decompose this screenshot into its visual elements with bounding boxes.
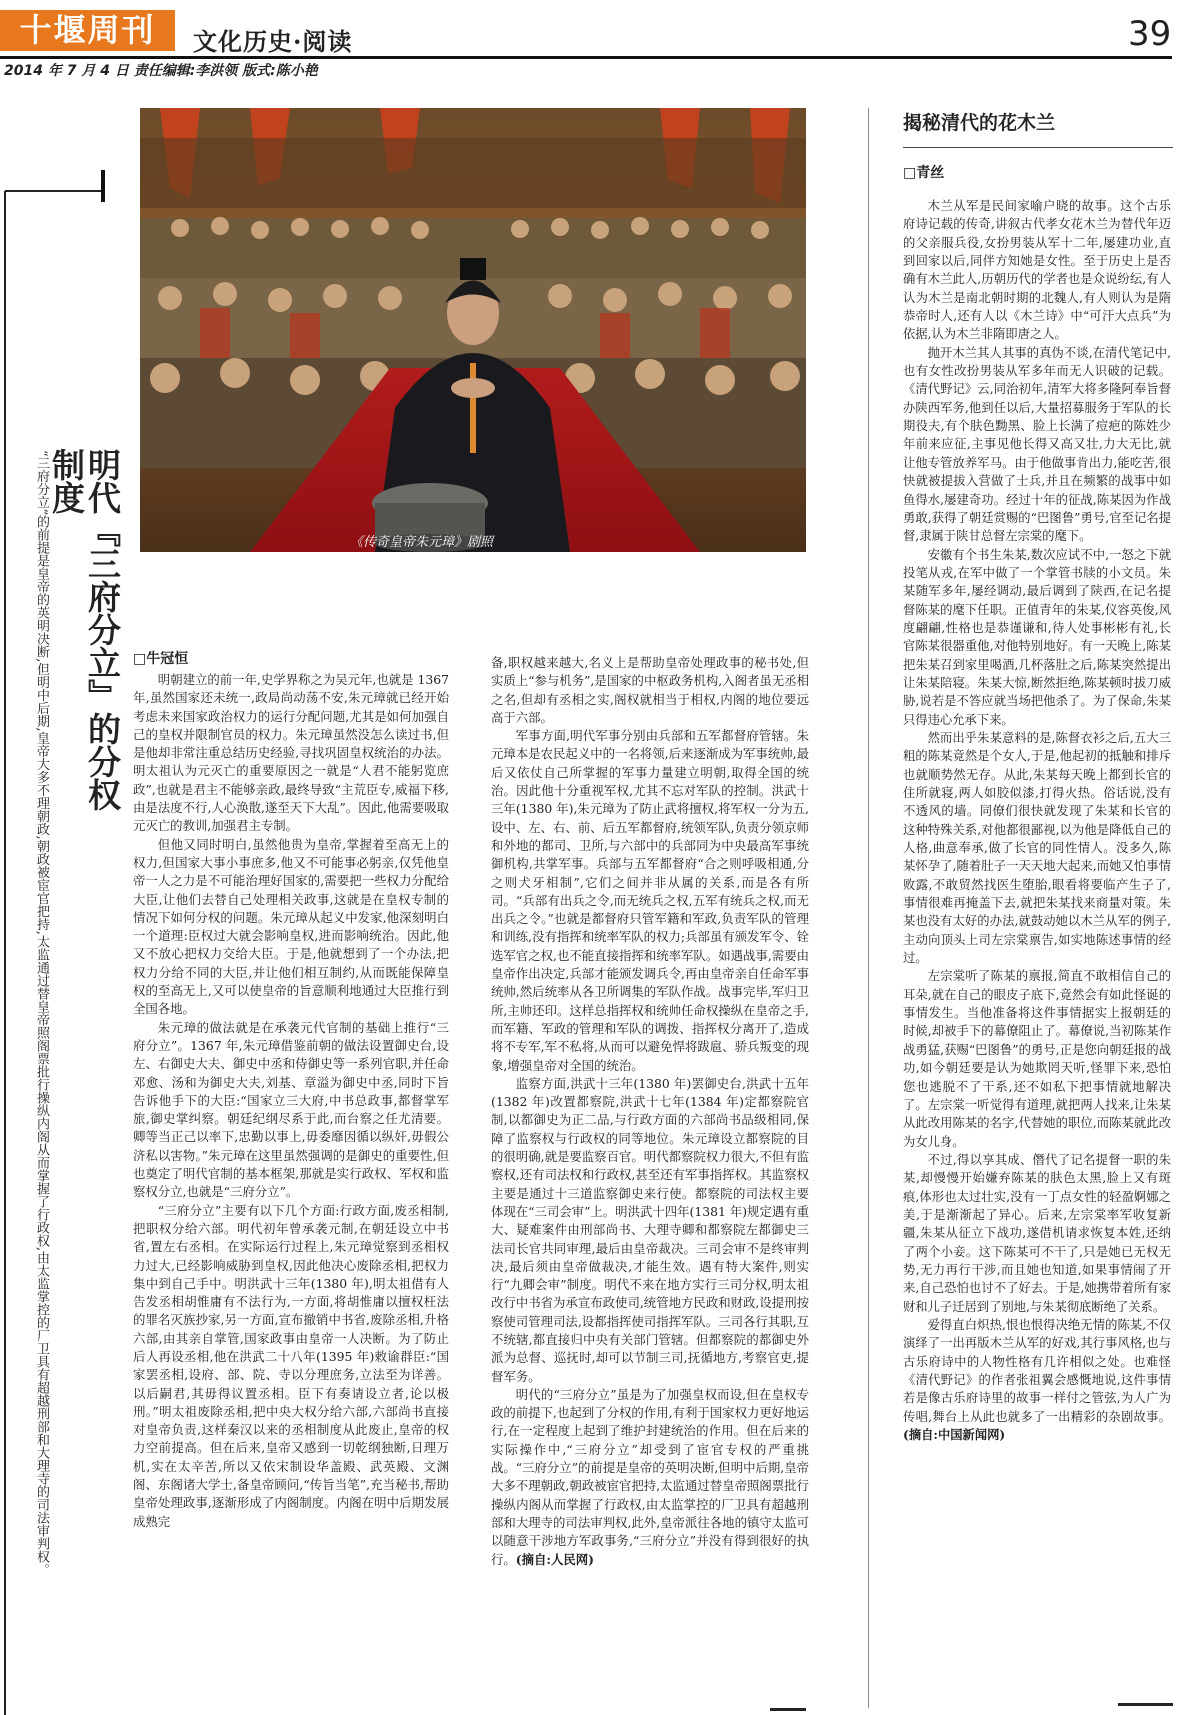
article-byline: □牛冠恒	[133, 651, 189, 667]
paragraph: 朱元璋的做法就是在承袭元代官制的基础上推行“三府分立”。1367 年,朱元璋借鉴前朝的做法设置御史台,设左、右御史大夫、御史中丞和侍御史等一系列官职,并任命邓愈、汤和为御史大夫,刘基、章溢为御史中丞,同时下旨告诉他手下的大臣:“国家立三大府,中书总政事,都督掌军旅,御史掌纠察。朝廷纪纲尽系于此,而台察之任尤清要。卿等当正己以率下,忠勤以事上,毋委靡因循以纵奸,毋假公济私以害物。”朱元璋在这里虽然强调的是御史的重要性,但也奠定了明代官制的基本框架,那就是实行政权、军权和监察权分立,也就是“三府分立”。	[133, 1019, 449, 1200]
paragraph: 明朝建立的前一年,史学界称之为吴元年,也就是 1367 年,虽然国家还未统一,政局尚动荡不安,朱元璋就已经开始考虑未来国家政治权力的运行分配问题,尤其是如何加强自己的皇权并限制官员的权力。朱元璋虽然没怎么读过书,但是他却非常注重总结历史经验,寻找巩固皇权统治的办法。明太祖认为元灭亡的重要原因之一就是“人君不能躬览庶政”,也就是君主不能够亲政,最终导致“主荒臣专,威福下移,由是法度不行,人心涣散,遂至天下大乱”。因此,他需要吸取元灭亡的教训,加强君主专制。	[133, 672, 449, 834]
headline-bar	[101, 170, 105, 202]
paragraph	[903, 1316, 1171, 1444]
paragraph: 监察方面,洪武十三年(1380 年)罢御史台,洪武十五年(1382 年)改置都察院,洪武十七年(1384 年)定都察院官制,以都御史为正二品,与行政方面的六部尚书品级相同,保障了监察权与行政权的同等地位。朱元璋设立都察院的目的很明确,就是要监察百官。明代都察院权力很大,不但有监察权,还有司法权和行政权,甚至还有军事指挥权。其监察权主要是通过十三道监察御史来行使。都察院的司法权主要体现在“三司会审”上。明洪武十四年(1381 年)规定遇有重大、疑难案件由刑部尚书、大理寺卿和都察院左都御史三法司长官共同审理,最后由皇帝裁决。三司会审不是终审判决,最后须由皇帝做裁决,才能生效。遇有特大案件,则实行“九卿会审”制度。明代不来在地方实行三司分权,明太祖改行中书省为承宣布政使司,统管地方民政和财政,设提刑按察使司管理司法,设都指挥使司指挥军队。三司各行其职,互不统辖,都直接归中央有关部门管辖。但都察院的都御史外派为总督、巡抚时,却可以节制三司,抚循地方,考察官吏,提督军务。	[491, 1075, 810, 1384]
side-article-source: (摘自:中国新闻网)	[903, 1427, 1006, 1443]
article-headline: 明代『三府分立』的分权制度	[47, 448, 122, 811]
paragraph-text: 明代的“三府分立”虽是为了加强皇权而设,但在皇权专政的前提下,也起到了分权的作用,有利于国家权力更好地运行,在一定程度上起到了维护封建统治的作用。但在后来的实际操作中,“三府分立”却受到了宦官专权的严重挑战。“三府分立”的前提是皇帝的英明决断,但明中后期,皇帝大多不理朝政,朝政被宦官把持,太监通过替皇帝照阁票批行操纵内阁从而掌握了行政权,由太监掌控的厂卫具有超越刑部和大理寺的司法审判权,此外,皇帝派往各地的镇守太监可以随意干涉地方军政事务,“三府分立”并没有得到很好的执行。	[491, 1386, 809, 1567]
paragraph: 左宗棠听了陈某的禀报,简直不敢相信自己的耳朵,就在自己的眼皮子底下,竟然会有如此怪诞的事情发生。当他准备将这件事情据实上报朝廷的时候,却被手下的幕僚阻止了。幕僚说,当初陈某作战勇猛,获赐“巴图鲁”的勇号,正是您向朝廷报的战功,如今朝廷要是认为她欺罔天听,怪罪下来,恐怕您也逃脱不了干系,还不如私下把事情就地解决了。左宗棠一听觉得有道理,就把两人找来,让朱某从此改用陈某的名字,代替她的职位,而陈某就此改为女儿身。	[903, 969, 1171, 1149]
paragraph: 不过,得以享其成、僭代了记名提督一职的朱某,却慢慢开始嫌弃陈某的肤色太黑,脸上又有斑痕,体形也太过壮实,没有一丁点女性的轻盈婀娜之美,于是渐渐起了异心。后来,左宗棠率军收复新疆,朱某从征立下战功,遂借机请求恢复本姓,还纳了两个小妾。这下陈某可不干了,只是她已无权无势,无力再行干涉,而且她也知道,如果事情闹了开来,自己恐怕也讨不了好去。于是,她携带着所有家财和儿子迁居到了别地,与朱某彻底断绝了关系。	[903, 1152, 1171, 1314]
paragraph: 木兰从军是民间家喻户晓的故事。这个古乐府诗记载的传奇,讲叙古代孝女花木兰为替代年迈的父亲服兵役,女扮男装从军十二年,屡建功业,直到回家以后,同伴方知她是女性。至于历史上是否确有木兰此人,历朝历代的学者也是众说纷纭,有人认为木兰是南北朝时期的北魏人,有人则认为是隋恭帝时人,还有人以《木兰诗》中“可汗大点兵”为依据,认为木兰非隋即唐之人。	[903, 199, 1171, 342]
side-title-rule	[903, 147, 1173, 148]
article-source: (摘自:人民网)	[515, 1551, 595, 1567]
article-column-1	[133, 671, 449, 1531]
issue-line: 2014 年 7 月 4 日 责任编辑:李洪领 版式:陈小艳	[4, 63, 318, 79]
headline-rule	[5, 190, 103, 192]
end-mark	[770, 1708, 806, 1711]
column-divider	[868, 108, 869, 1708]
photo-caption: 《传奇皇帝朱元璋》剧照	[350, 535, 494, 550]
drama-still-photo	[140, 108, 806, 552]
paragraph: 抛开木兰其人其事的真伪不谈,在清代笔记中,也有女性改扮男装从军多年而无人识破的记载。《清代野记》云,同治初年,清军大将多隆阿奉旨督办陕西军务,他到任以后,大量招募服务于军队的长期役夫,有个肤色黝黑、脸上长满了痘疤的陈姓少年前来应征,主事见他长得又高又壮,力大无比,就让他专管放养军马。由于他做事肯出力,能吃苦,很快就被提拔入营做了士兵,并且在频繁的战事中如鱼得水,屡建奇功。经过十年的征战,陈某因为作战勇敢,获得了朝廷赏赐的“巴图鲁”勇号,官至记名提督,隶属于陕甘总督左宗棠的麾下。	[903, 345, 1171, 544]
side-article-byline: □青丝	[903, 165, 945, 181]
paragraph: 军事方面,明代军事分别由兵部和五军都督府管辖。朱元璋本是农民起义中的一名将领,后来逐渐成为军事统帅,最后又依仗自己所掌握的军事力量建立明朝,取得全国的统治。因此他十分重视军权,尤其不忘对军队的控制。洪武十三年(1380 年),朱元璋为了防止武将擅权,将军权一分为五,设中、左、右、前、后五军都督府,统领军队,负责分领京师和外地的都司、卫所,与六部中的兵部同为中央最高军事统御机构,共掌军事。兵部与五军都督府“合之则呼吸相通,分之则犬牙相制”,它们之间并非从属的关系,而是各有所司。“兵部有出兵之令,而无统兵之权,五军有统兵之权,而无出兵之令。”也就是都督府只管军籍和军政,负责军队的管理和训练,没有指挥和统率军队的权力;兵部虽有颁发军令、铨选军官之权,也不能直接指挥和统率军队。如遇战事,需要由皇帝作出决定,兵部才能颁发调兵令,再由皇帝亲自任命军事统帅,然后统率从各卫所调集的军队作战。战事完毕,军归卫所,主帅还印。这样总指挥权和统帅任命权操纵在皇帝之手,而军籍、军政的管理和军队的调拨、指挥权分离开了,造成将不专军,军不私将,从而可以避免悍将跋扈、骄兵叛变的现象,增强皇帝对全国的统治。	[491, 728, 809, 1073]
brand-logo: 十堰周刊	[0, 10, 175, 51]
section-title: 文化历史·阅读	[193, 27, 353, 56]
paragraph: “三府分立”主要有以下几个方面:行政方面,废丞相制,把职权分给六部。明代初年曾承袭元制,在朝廷设立中书省,置左右丞相。在实际运行过程上,朱元璋觉察到丞相权力过大,已经影响威胁到皇权,因此他决心废除丞相,把权力集中到自己手中。明洪武十三年(1380 年),明太祖借有人告发丞相胡惟庸有不法行为,一方面,将胡惟庸以擅权枉法的罪名灭族抄家,另一方面,宣布撤销中书省,废除丞相,升格六部,由其亲自掌管,国家政事由皇帝一人决断。为了防止后人再设丞相,他在洪武二十八年(1395 年)敕谕群臣:“国家罢丞相,设府、部、院、寺以分理庶务,立法至为详善。以后嗣君,其毋得议置丞相。臣下有奏请设立者,论以极刑。”明太祖废除丞相,把中央大权分给六部,六部尚书直接对皇帝负责,这样秦汉以来的丞相制度从此废止,皇帝的权力空前提高。但在后来,皇帝又感到一切乾纲独断,日理万机,实在太辛苦,所以又依宋制设华盖殿、武英殿、文渊阁、东阁诸大学士,备皇帝顾问,“传旨当笔”,充当秘书,帮助皇帝处理政事,逐渐形成了内阁制度。内阁在明中后期发展成熟完	[133, 1202, 449, 1529]
paragraph: 备,职权越来越大,名义上是帮助皇帝处理政事的秘书处,但实质上“参与机务”,是国家的中枢政务机构,入阁者虽无丞相之名,但却有丞相之实,阁权就相当于相权,内阁的地位要远高于六部。	[491, 655, 809, 725]
paragraph	[491, 1386, 809, 1569]
side-article-title: 揭秘清代的花木兰	[903, 112, 1056, 134]
article-column-2	[491, 654, 809, 1569]
end-mark	[1118, 1703, 1173, 1706]
paragraph: 但他又同时明白,虽然他贵为皇帝,掌握着至高无上的权力,但国家大事小事庶多,他又不可能事必躬亲,仅凭他皇帝一人之力是不可能治理好国家的,需要把一些权力分配给大臣,让他们去替自己处理相关政事,这就是在皇权专制的情况下如何分权的问题。朱元璋从起义中发家,他深刻明白一个道理:臣权过大就会影响皇权,进而影响统治。因此,他又不放心把权力交给大臣。于是,他就想到了一个办法,把权力分给不同的大臣,并让他们相互制约,从而既能保障皇权的至高无上,又可以使皇帝的旨意顺利地通过大臣推行到全国各地。	[133, 836, 449, 1017]
headline-side-rule	[4, 191, 6, 1715]
side-article-column	[903, 197, 1171, 1444]
page-number: 39	[1128, 14, 1172, 54]
masthead-rule	[0, 56, 1172, 59]
paragraph: 安徽有个书生朱某,数次应试不中,一怒之下就投笔从戎,在军中做了一个掌管书牍的小文员。朱某随军多年,屡经调动,最后调到了陕西,在记名提督陈某的麾下任职。正值青年的朱某,仪容英俊,风度翩翩,性格也是恭谨谦和,待人处事彬彬有礼,长官陈某很器重他,对他特别地好。有一天晚上,陈某把朱某召到家里喝酒,几杯落肚之后,陈某突然提出让朱某陪寝。朱某大惊,断然拒绝,陈某顿时拔刀威胁,说若是不答应就当场把他杀了。为了保命,朱某只得违心允承下来。	[903, 547, 1171, 727]
paragraph: 然而出乎朱某意料的是,陈督衣衫之后,五大三粗的陈某竟然是个女人,于是,他起初的抵触和排斥也就顺势然无存。从此,朱某每天晚上都到长官的住所就寝,两人如胶似漆,打得火热。俗话说,没有不透风的墙。同僚们很快就发现了朱某和长官的这种特殊关系,对他都很鄙视,以为他是降低自己的人格,曲意奉承,做了长官的同性情人。没多久,陈某怀孕了,随着肚子一天天地大起来,而她又怕事情败露,不敢贸然找医生堕胎,眼看将要临产生子了,事情很难再掩盖下去,就把朱某找来商量对策。朱某也没有太好的办法,就鼓动她以木兰从军的例子,主动向顶头上司左宗棠禀告,如实地陈述事情的经过。	[903, 730, 1171, 966]
article-dek: “三府分立”的前提是皇帝的英明决断,但明中后期,皇帝大多不理朝政,朝政被宦官把持,太监通过替皇帝照阁票批行操纵内阁从而掌握了行政权,由太监掌控的厂卫具有超越刑部和大理寺的司法审判权。	[34, 450, 49, 1576]
paragraph-text: 爱得直白炽热,恨也恨得决绝无情的陈某,不仅演绎了一出再版木兰从军的好戏,其行事风格,也与古乐府诗中的人物性格有几许相似之处。也难怪《清代野记》的作者张祖翼会感慨地说,这件事情若是像古乐府诗里的故事一样付之管弦,为人广为传唱,舞台上从此也就多了一出精彩的杂剧故事。	[903, 1317, 1171, 1424]
